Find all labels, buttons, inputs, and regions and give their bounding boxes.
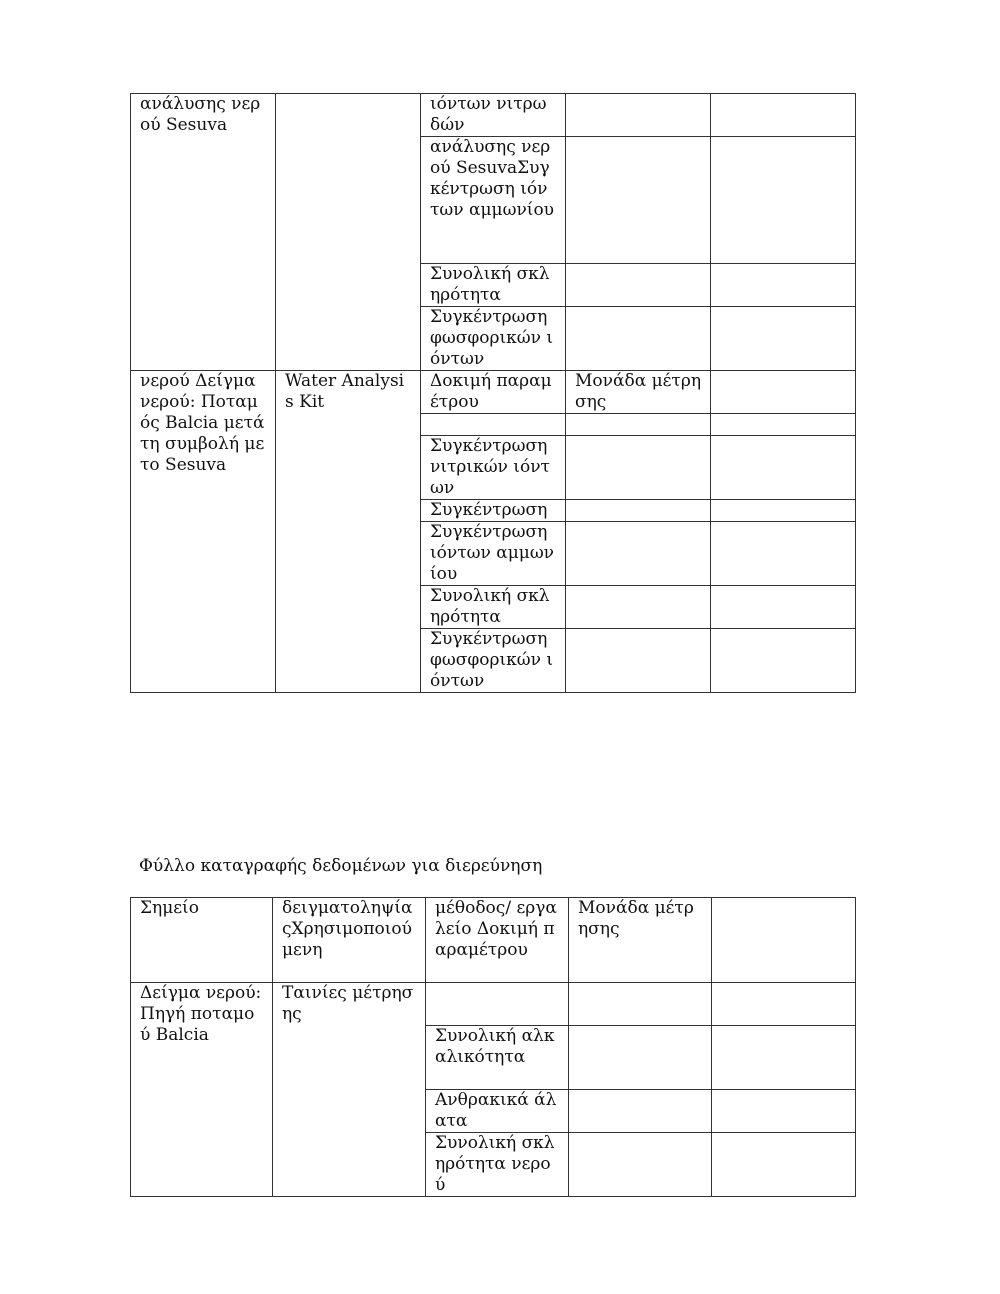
table-cell [711, 94, 856, 137]
table-cell [566, 307, 711, 371]
table-cell: Water Analysis Kit [276, 371, 421, 693]
table-cell: Συνολική σκληρότητα νερού [426, 1133, 569, 1197]
table-cell [569, 1090, 712, 1133]
table-header-row [131, 898, 856, 983]
table-cell [569, 1026, 712, 1090]
table-cell [276, 94, 421, 371]
measurement-table-1 [130, 93, 856, 693]
table-cell [421, 414, 566, 436]
table-cell: Ανθρακικά άλατα [426, 1090, 569, 1133]
table-cell: Συγκέντρωση νιτρικών ιόντων [421, 436, 566, 500]
table-cell: Συγκέντρωση [421, 500, 566, 522]
table-cell [711, 522, 856, 586]
table-cell: ιόντων νιτρωδών [421, 94, 566, 137]
table-cell [566, 500, 711, 522]
header-cell: Σημείο [131, 898, 273, 983]
header-cell: μέθοδος/ εργαλείο Δοκιμή παραμέτρου [426, 898, 569, 983]
measurement-table-2 [130, 897, 856, 1197]
table-cell: Συνολική σκληρότητα [421, 264, 566, 307]
table-cell: Μονάδα μέτρησης [566, 371, 711, 414]
table-cell [566, 94, 711, 137]
table-cell [426, 983, 569, 1026]
table-cell [566, 522, 711, 586]
table-cell: Δοκιμή παραμέτρου [421, 371, 566, 414]
header-cell: Μονάδα μέτρησης [569, 898, 712, 983]
table-cell [711, 137, 856, 264]
table-cell [712, 983, 856, 1026]
table-cell: Συγκέντρωση φωσφορικών ιόντων [421, 307, 566, 371]
table-cell [711, 586, 856, 629]
table-cell: ανάλυσης νερού SesuvaΣυγκέντρωση ιόντων αμμωνίου [421, 137, 566, 264]
table-cell [711, 436, 856, 500]
table-cell: Συνολική σκληρότητα [421, 586, 566, 629]
table-cell [566, 137, 711, 264]
table-cell [712, 1026, 856, 1090]
table-cell: νερού Δείγμα νερού: Ποταμός Balcia μετά τη συμβολή με το Sesuva [131, 371, 276, 693]
table-cell [711, 371, 856, 414]
table-cell [711, 414, 856, 436]
table-cell [712, 1133, 856, 1197]
table-cell: Δείγμα νερού: Πηγή ποταμού Balcia [131, 983, 273, 1197]
table-cell: ανάλυσης νερού Sesuva [131, 94, 276, 371]
table-cell [566, 414, 711, 436]
table-cell [711, 500, 856, 522]
table-cell [712, 1090, 856, 1133]
table-cell: Ταινίες μέτρησης [273, 983, 426, 1197]
table-cell [566, 586, 711, 629]
table-cell [566, 436, 711, 500]
table-cell [711, 629, 856, 693]
section-heading: Φύλλο καταγραφής δεδομένων για διερεύνηση [139, 856, 543, 876]
table-cell: Συνολική αλκαλικότητα [426, 1026, 569, 1090]
table-cell [569, 983, 712, 1026]
table-cell [711, 264, 856, 307]
header-cell: δειγματοληψίαςΧρησιμοποιούμενη [273, 898, 426, 983]
table-cell [566, 629, 711, 693]
header-cell [712, 898, 856, 983]
table-row [131, 94, 856, 137]
table-cell: Συγκέντρωση φωσφορικών ιόντων [421, 629, 566, 693]
table-row [131, 371, 856, 414]
table-cell: Συγκέντρωση ιόντων αμμωνίου [421, 522, 566, 586]
table-cell [711, 307, 856, 371]
table-row [131, 983, 856, 1026]
table-cell [566, 264, 711, 307]
table-cell [569, 1133, 712, 1197]
